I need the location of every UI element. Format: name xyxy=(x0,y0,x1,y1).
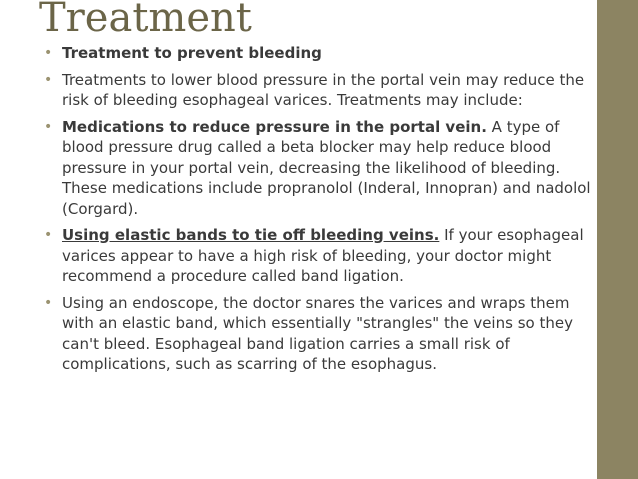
bullet-text: Using an endoscope, the doctor snares the varices and wraps them with an elastic band, which essentially "strangles" the veins so they can't bleed. Esophageal band ligation carries a small risk of complications, such as scarring of the esophagus. xyxy=(62,293,573,373)
bullet-dot-icon: • xyxy=(44,227,53,243)
bullet-list xyxy=(44,43,592,381)
bullet-text: If your esophageal varices appear to have a high risk of bleeding, your doctor might recommend a procedure called band ligation. xyxy=(62,226,584,285)
bullet-item-lower-pressure xyxy=(44,70,592,111)
bullet-heading: Treatment to prevent bleeding xyxy=(62,44,322,62)
bullet-item-endoscope xyxy=(44,293,592,375)
slide-title: Treatment xyxy=(39,0,252,41)
bullet-dot-icon: • xyxy=(44,118,53,135)
bullet-dot-icon: • xyxy=(44,45,53,61)
bullet-item-elastic-bands xyxy=(44,225,592,287)
bullet-text: A type of blood pressure drug called a beta blocker may help reduce blood pressure in your portal vein, decreasing the likelihood of bleeding. These medications include propranolol (Inderal, Innopran) and nadolol (Corgard). xyxy=(62,117,591,218)
bullet-text: Treatments to lower blood pressure in the portal vein may reduce the risk of bleeding esophageal varices. Treatments may include: xyxy=(62,70,585,109)
bullet-dot-icon: • xyxy=(44,71,53,88)
bullet-item-medications xyxy=(44,117,592,220)
bullet-heading: Medications to reduce pressure in the portal vein. xyxy=(62,117,487,136)
bullet-heading: Using elastic bands to tie off bleeding veins. xyxy=(62,226,440,244)
accent-side-bar xyxy=(597,0,638,479)
bullet-dot-icon: • xyxy=(44,294,53,311)
bullet-item-prevent-bleeding xyxy=(44,43,592,64)
